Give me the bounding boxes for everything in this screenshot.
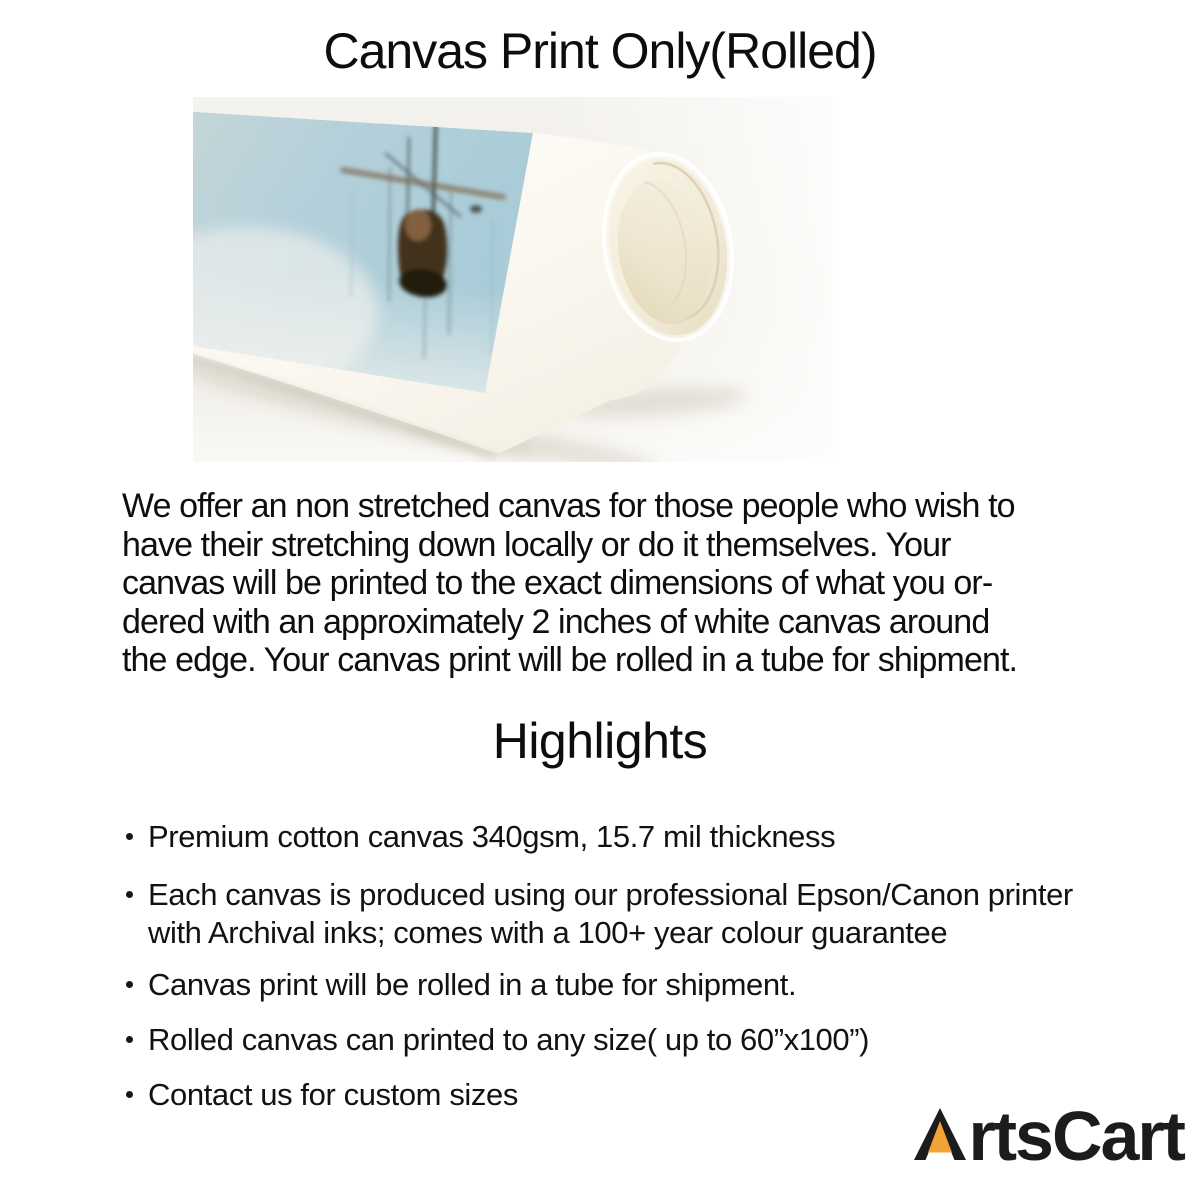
bullet-icon bbox=[126, 1036, 133, 1043]
highlight-line: Each canvas is produced using our professional Epson/Canon printer bbox=[148, 877, 1073, 912]
highlight-line: Contact us for custom sizes bbox=[148, 1077, 518, 1112]
description-line: have their stretching down locally or do it themselves. Your bbox=[122, 525, 951, 564]
highlight-item bbox=[148, 818, 1148, 856]
highlight-line: Canvas print will be rolled in a tube for shipment. bbox=[148, 967, 797, 1002]
page-title: Canvas Print Only(Rolled) bbox=[323, 23, 877, 79]
bullet-icon bbox=[126, 981, 133, 988]
bullet-icon bbox=[126, 1091, 133, 1098]
highlights-heading: Highlights bbox=[492, 713, 708, 769]
artscart-logo bbox=[914, 1097, 1184, 1178]
highlight-line: Rolled canvas can printed to any size( up to 60”x100”) bbox=[148, 1022, 870, 1057]
description-line: dered with an approximately 2 inches of white canvas around bbox=[122, 602, 990, 641]
highlight-line: Premium cotton canvas 340gsm, 15.7 mil thickness bbox=[148, 819, 836, 854]
product-photo bbox=[193, 97, 833, 462]
artscart-logo-a bbox=[914, 1108, 966, 1160]
description-line: canvas will be printed to the exact dimensions of what you or- bbox=[122, 564, 993, 602]
rolled-canvas-illustration bbox=[193, 97, 833, 462]
highlight-item bbox=[148, 966, 1148, 1004]
artscart-logo-text: rtsCart bbox=[968, 1097, 1184, 1175]
description-paragraph bbox=[122, 487, 1122, 680]
highlight-item bbox=[148, 876, 1148, 952]
description-line: the edge. Your canvas print will be rolled in a tube for shipment. bbox=[122, 641, 1018, 679]
highlight-line: with Archival inks; comes with a 100+ year colour guarantee bbox=[148, 915, 948, 950]
bullet-icon bbox=[126, 833, 133, 840]
description-line: We offer an non stretched canvas for those people who wish to bbox=[122, 487, 1015, 525]
bullet-icon bbox=[126, 891, 133, 898]
highlight-item bbox=[148, 1021, 1148, 1059]
